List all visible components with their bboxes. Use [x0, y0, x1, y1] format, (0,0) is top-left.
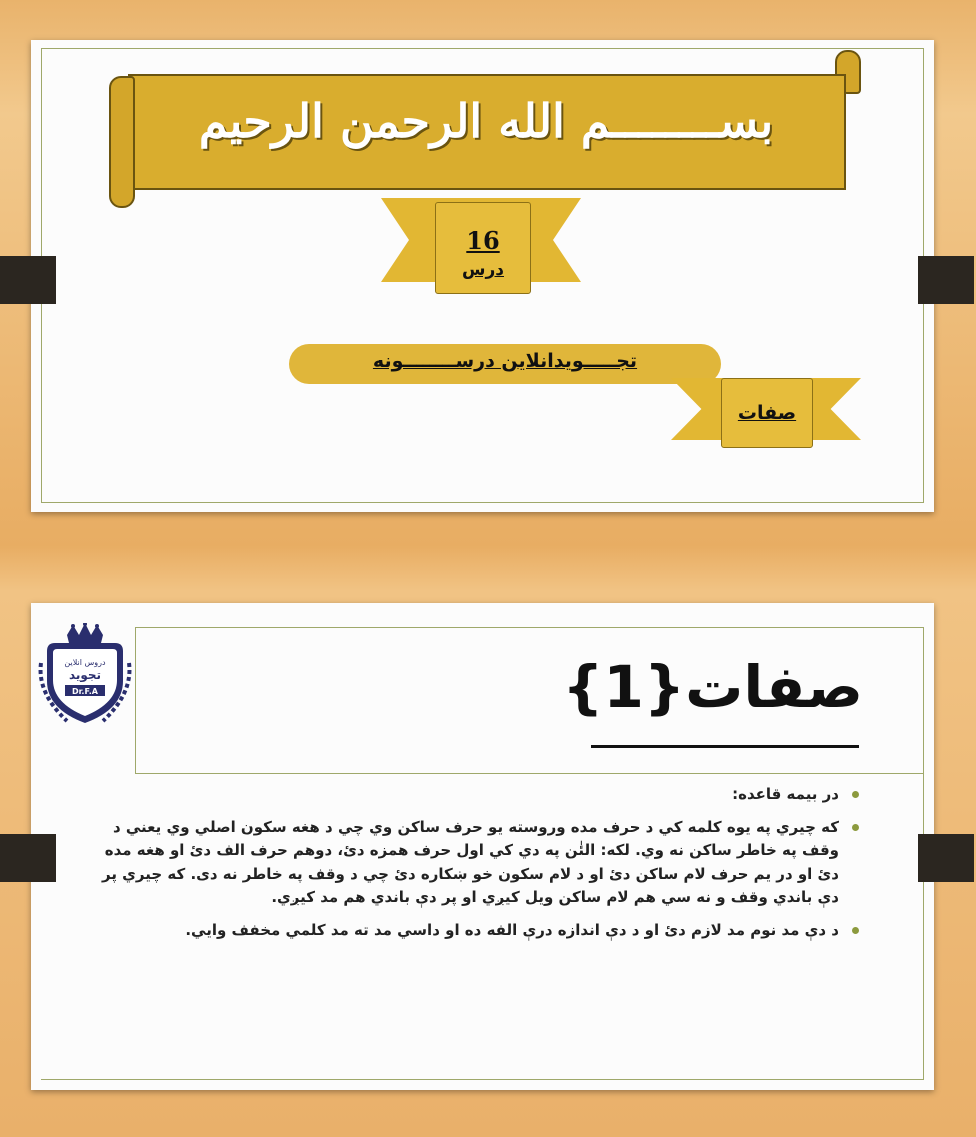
logo-line2: تجويد	[68, 668, 102, 682]
topic-label: صفات	[737, 402, 797, 424]
title-underline	[591, 745, 859, 748]
rule-body	[91, 783, 861, 951]
logo-line3: Dr.F.A	[71, 687, 99, 696]
frame-line-mid	[135, 773, 924, 774]
side-tab-left-2	[0, 834, 56, 882]
bullet-item	[91, 816, 861, 910]
scroll-curl-left	[109, 76, 135, 208]
bismillah-heading: بســــــــم الله الرحمن الرحيم	[198, 94, 774, 148]
slide-title	[31, 40, 934, 512]
side-tab-right-1	[918, 256, 974, 304]
frame-line-bottom	[41, 1079, 924, 1080]
bullet-dot-icon	[852, 791, 859, 798]
bullet-text: كه چيري په يوه كلمه كي د حرف مده وروسته يو حرف ساكن وي چي د هغه سكون اصلي وي يعني د وقف په خاطر ساكن نه وي. لكه: الئٰن په دي كي اول حرف همزه دئ، دوهم حرف الف دئ او هغه مده دئ او در يم حرف لام ساكن دئ او د لام سكون خو ښكاره دئ چي د وقف په خاطر نه دی. كه چيري پر دې باندي وقف و نه سي هم لام ساكن ويل كيږي او پر دې باندي هم مد كيږي.	[101, 817, 839, 906]
slide-content	[31, 603, 934, 1090]
frame-line-top	[135, 627, 924, 628]
section-title: صفات{1}	[562, 653, 863, 721]
lesson-label: درس	[462, 260, 504, 280]
frame-line-bottom	[41, 502, 924, 503]
bullet-item	[91, 919, 861, 943]
bullet-text: در بيمه قاعده:	[732, 785, 839, 803]
bullet-dot-icon	[852, 927, 859, 934]
bullet-dot-icon	[852, 824, 859, 831]
logo-crest-icon	[37, 623, 133, 727]
side-tab-left-1	[0, 256, 56, 304]
lesson-number: 16	[466, 226, 500, 255]
bullet-item	[91, 783, 861, 807]
course-title: تجـــــويدانلاين درســــــــونه	[372, 350, 638, 372]
dr-fa-logo	[37, 623, 133, 727]
frame-line-left	[135, 627, 136, 774]
frame-line-top	[41, 48, 924, 49]
side-tab-right-2	[918, 834, 974, 882]
bullet-text: د دې مد نوم مد لازم دئ او د دې اندازه درې الفه ده او داسي مد ته مد كلمي مخفف وايي.	[185, 920, 839, 939]
logo-line1: دروس انلاين	[64, 658, 106, 667]
